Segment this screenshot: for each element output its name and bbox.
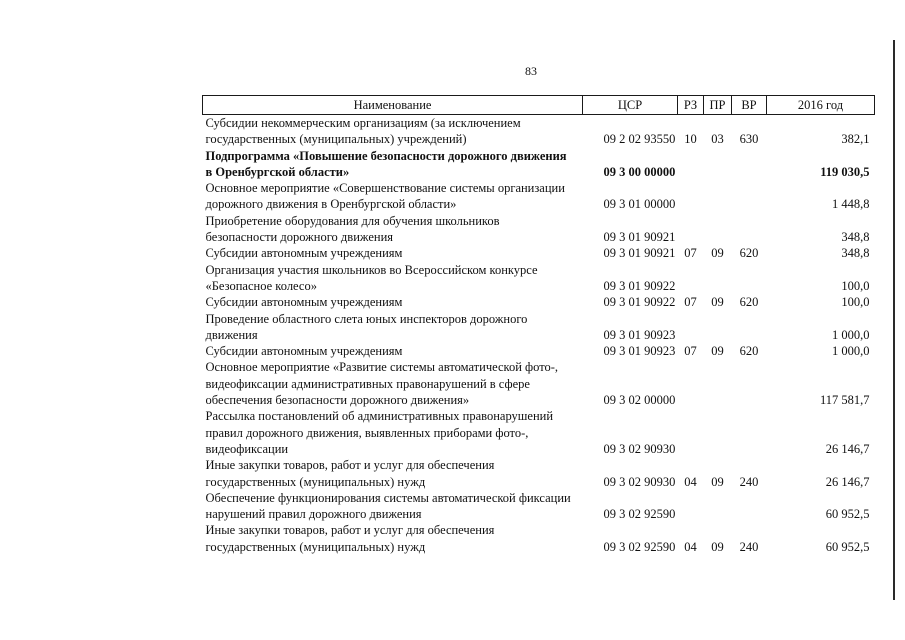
row-amount: 1 000,0 — [832, 327, 870, 342]
row-name-line: Субсидии автономным учреждениям — [205, 246, 403, 261]
row-rz — [678, 359, 704, 408]
table-header-row — [203, 96, 875, 115]
table-row — [203, 343, 875, 359]
header-pr: ПР — [704, 96, 732, 115]
row-name — [203, 343, 583, 359]
row-pr — [704, 311, 732, 344]
row-name-line: в Оренбургской области» — [205, 164, 350, 179]
row-csr: 09 3 01 00000 — [603, 197, 676, 212]
row-amount: 382,1 — [841, 132, 870, 147]
table-row — [203, 490, 875, 523]
row-amount: 100,0 — [841, 278, 870, 293]
row-rz: 10 — [684, 132, 697, 147]
row-name-line: Рассылка постановлений об административных правонарушений — [205, 409, 554, 424]
row-pr — [704, 213, 732, 246]
row-pr — [704, 180, 732, 213]
row-pr: 09 — [711, 344, 724, 359]
row-name-line: нарушений правил дорожного движения — [205, 507, 422, 522]
row-name — [203, 522, 583, 555]
row-csr: 09 3 01 90923 — [603, 327, 676, 342]
row-name-line: Субсидии автономным учреждениям — [205, 344, 403, 359]
row-csr: 09 3 01 90922 — [603, 295, 676, 310]
row-vr — [732, 213, 767, 246]
table-row — [203, 245, 875, 261]
row-name-line: Проведение областного слета юных инспекторов дорожного — [205, 311, 528, 326]
row-rz — [678, 213, 704, 246]
row-rz: 07 — [684, 344, 697, 359]
table-row — [203, 457, 875, 490]
table-body — [203, 115, 875, 556]
row-name-line: дорожного движения в Оренбургской области» — [205, 197, 457, 212]
row-name-line: правил дорожного движения, выявленных приборами фото-, — [205, 425, 529, 440]
table-row — [203, 262, 875, 295]
row-name-line: государственных (муниципальных) учреждений) — [205, 132, 467, 147]
row-name-line: государственных (муниципальных) нужд — [205, 539, 426, 554]
table-row — [203, 311, 875, 344]
table-row — [203, 359, 875, 408]
row-amount: 1 000,0 — [832, 344, 870, 359]
row-amount: 100,0 — [841, 295, 870, 310]
row-amount: 60 952,5 — [825, 539, 870, 554]
row-amount: 26 146,7 — [825, 441, 870, 456]
row-name-line: Основное мероприятие «Совершенствование системы организации — [205, 181, 565, 196]
row-name-line: Основное мероприятие «Развитие системы автоматической фото-, — [205, 360, 559, 375]
table-row — [203, 522, 875, 555]
row-vr — [732, 311, 767, 344]
row-pr: 03 — [711, 132, 724, 147]
row-name-line: Субсидии некоммерческим организациям (за исключением — [205, 116, 521, 130]
row-name-line: Подпрограмма «Повышение безопасности дорожного движения — [205, 148, 567, 163]
table-row — [203, 294, 875, 310]
row-vr: 630 — [739, 132, 759, 147]
row-vr — [732, 490, 767, 523]
row-vr — [732, 148, 767, 181]
row-name — [203, 457, 583, 490]
row-csr: 09 3 02 00000 — [603, 393, 676, 408]
row-csr: 09 3 01 90921 — [603, 246, 676, 261]
row-pr — [704, 148, 732, 181]
row-csr: 09 3 02 90930 — [603, 474, 676, 489]
row-vr — [732, 180, 767, 213]
table-row — [203, 213, 875, 246]
header-csr: ЦСР — [583, 96, 678, 115]
row-name — [203, 490, 583, 523]
row-csr: 09 3 01 90922 — [603, 278, 676, 293]
row-amount: 348,8 — [841, 246, 870, 261]
row-name-line: видеофиксации административных правонарушений в сфере — [205, 376, 530, 391]
row-vr — [732, 262, 767, 295]
header-year: 2016 год — [767, 96, 875, 115]
row-name — [203, 148, 583, 181]
header-vr: ВР — [732, 96, 767, 115]
row-vr: 620 — [739, 344, 759, 359]
row-csr: 09 3 01 90921 — [603, 230, 676, 245]
table-row — [203, 148, 875, 181]
row-csr: 09 3 01 90923 — [603, 344, 676, 359]
row-pr — [704, 262, 732, 295]
row-name — [203, 408, 583, 457]
budget-table — [202, 95, 875, 555]
row-name — [203, 245, 583, 261]
row-name-line: обеспечения безопасности дорожного движения» — [205, 393, 470, 408]
row-rz — [678, 148, 704, 181]
row-name-line: «Безопасное колесо» — [205, 278, 317, 293]
row-name — [203, 180, 583, 213]
row-name — [203, 262, 583, 295]
row-amount: 119 030,5 — [820, 164, 870, 179]
row-rz: 07 — [684, 295, 697, 310]
row-name-line: движения — [205, 327, 258, 342]
table-row — [203, 180, 875, 213]
row-name-line: Иные закупки товаров, работ и услуг для обеспечения — [205, 523, 495, 538]
row-vr: 240 — [739, 539, 759, 554]
row-amount: 1 448,8 — [832, 197, 870, 212]
row-name-line: Обеспечение функционирования системы автоматической фиксации — [205, 490, 571, 505]
row-vr — [732, 408, 767, 457]
page-edge-line — [893, 40, 895, 600]
row-pr: 09 — [711, 295, 724, 310]
row-csr: 09 3 02 90930 — [603, 441, 676, 456]
row-pr: 09 — [711, 474, 724, 489]
row-name — [203, 359, 583, 408]
row-rz — [678, 262, 704, 295]
row-name-line: государственных (муниципальных) нужд — [205, 474, 426, 489]
page-number: 83 — [525, 64, 537, 78]
row-amount: 26 146,7 — [825, 474, 870, 489]
row-name — [203, 213, 583, 246]
row-name — [203, 115, 583, 148]
row-vr: 620 — [739, 295, 759, 310]
row-name — [203, 294, 583, 310]
row-vr — [732, 359, 767, 408]
row-name-line: Приобретение оборудования для обучения школьников — [205, 213, 500, 228]
row-pr — [704, 359, 732, 408]
table-row — [203, 408, 875, 457]
row-vr: 620 — [739, 246, 759, 261]
row-name — [203, 311, 583, 344]
row-name-line: видеофиксации — [205, 441, 289, 456]
row-name-line: Организация участия школьников во Всероссийском конкурсе — [205, 262, 538, 277]
row-rz — [678, 311, 704, 344]
row-amount: 117 581,7 — [819, 393, 870, 408]
row-csr: 09 3 02 92590 — [603, 507, 676, 522]
row-pr — [704, 490, 732, 523]
row-rz — [678, 408, 704, 457]
row-csr: 09 2 02 93550 — [603, 132, 676, 147]
row-rz — [678, 490, 704, 523]
header-name: Наименование — [203, 96, 583, 115]
table-row — [203, 115, 875, 148]
row-name-line: Субсидии автономным учреждениям — [205, 295, 403, 310]
row-rz: 04 — [684, 539, 697, 554]
row-amount: 60 952,5 — [825, 507, 870, 522]
row-rz — [678, 180, 704, 213]
row-pr — [704, 408, 732, 457]
row-name-line: Иные закупки товаров, работ и услуг для обеспечения — [205, 458, 495, 473]
row-pr: 09 — [711, 246, 724, 261]
row-pr: 09 — [711, 539, 724, 554]
row-vr: 240 — [739, 474, 759, 489]
row-amount: 348,8 — [841, 230, 870, 245]
header-rz: РЗ — [678, 96, 704, 115]
row-rz: 07 — [684, 246, 697, 261]
row-csr: 09 3 02 92590 — [603, 539, 676, 554]
row-csr: 09 3 00 00000 — [603, 164, 676, 179]
row-rz: 04 — [684, 474, 697, 489]
row-name-line: безопасности дорожного движения — [205, 230, 394, 245]
